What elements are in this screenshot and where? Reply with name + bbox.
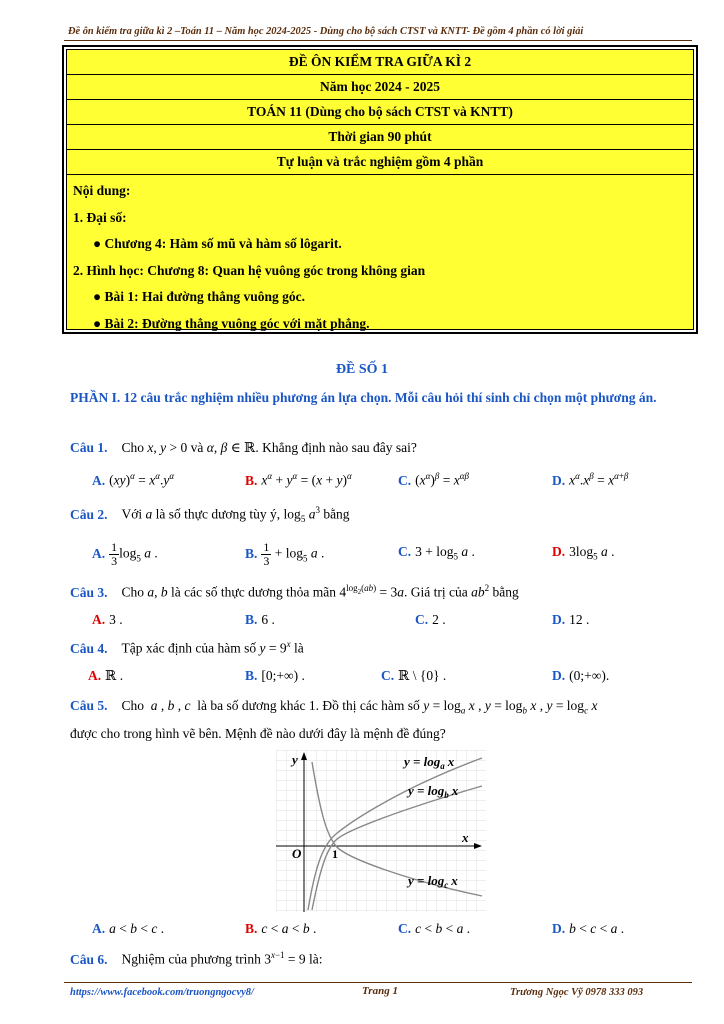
info-title: ĐỀ ÔN KIỂM TRA GIỮA KÌ 2: [67, 50, 693, 75]
question-label: Câu 2.: [70, 506, 108, 522]
footer-divider: [64, 982, 692, 983]
log-graph: [276, 750, 486, 912]
footer-link[interactable]: https://www.facebook.com/truongngocvy8/: [70, 987, 254, 998]
label-log-b: $y = \log_b x$: [408, 783, 459, 800]
question-label: Câu 6.: [70, 951, 108, 967]
q4-option-c[interactable]: C. ℝ \ {0} .: [381, 668, 447, 683]
footer-author: Trương Ngọc Vỹ 0978 333 093: [510, 987, 644, 998]
origin-label: O: [292, 846, 302, 861]
info-year: Năm học 2024 - 2025: [67, 75, 693, 100]
q4-option-a[interactable]: A. ℝ .: [88, 668, 124, 683]
q5-option-a[interactable]: A. a < b < c .: [92, 921, 165, 936]
content-algebra-item: ● Chương 4: Hàm số mũ và hàm số lôgarit.: [93, 236, 342, 252]
q3-option-c[interactable]: C. 2 .: [415, 612, 446, 627]
question-label: Câu 5.: [70, 698, 108, 713]
question-5-line-2: được cho trong hình vẽ bên. Mệnh đề nào dưới đây là mệnh đề đúng?: [70, 726, 446, 741]
q5-option-b[interactable]: B. c < a < b .: [245, 921, 317, 936]
question-6: Câu 6. Nghiệm của phương trình $3^{x-1} = 9$ là:: [70, 950, 323, 967]
info-box: [62, 45, 698, 334]
q5-option-c[interactable]: C. c < b < a .: [398, 921, 471, 936]
q4-option-d[interactable]: D. (0;+∞).: [552, 668, 610, 683]
q3-option-a[interactable]: A. 3 .: [92, 612, 123, 627]
question-label: Câu 4.: [70, 640, 108, 656]
question-1: Câu 1. Cho x, y > 0 và α, β ∈ ℝ. Khẳng định nào sau đây sai?: [70, 440, 417, 455]
q1-option-c[interactable]: C. $(x^\alpha)^\beta = x^{\alpha\beta}$: [398, 471, 469, 488]
q2-option-a[interactable]: A. $\frac{1}{3}$ $\log_5 a$ .: [92, 540, 158, 568]
page-number: Trang 1: [362, 985, 398, 997]
q1-option-a[interactable]: A. $(xy)^\alpha = x^\alpha.y^\alpha$: [92, 471, 175, 488]
q1-option-d[interactable]: D. $x^\alpha.x^\beta = x^{\alpha+\beta}$: [552, 471, 629, 488]
content-geometry-item-1: ● Bài 1: Hai đường thẳng vuông góc.: [93, 289, 306, 305]
q2-option-d[interactable]: D. $3\log_5$ a .: [552, 544, 615, 562]
label-log-a: $y = \log_a x$: [404, 754, 455, 771]
content-geometry-item-2: ● Bài 2: Đường thẳng vuông góc với mặt phẳng.: [93, 315, 370, 331]
part-title: PHẦN I. 12 câu trắc nghiệm nhiều phương án lựa chọn. Mỗi câu hỏi thí sinh chỉ chọn một phương án.: [70, 390, 657, 405]
content-algebra: 1. Đại số:: [73, 209, 127, 225]
q1-option-b[interactable]: B. $x^\alpha + y^\alpha = (x + y)^\alpha$: [245, 471, 352, 488]
exam-title: ĐỀ SỐ 1: [335, 362, 389, 377]
q2-option-c[interactable]: C. $3 + \log_5 a$ .: [398, 544, 475, 562]
q3-option-d[interactable]: D. 12 .: [552, 612, 590, 627]
info-content: [67, 175, 693, 340]
question-2: Câu 2. Với a là số thực dương tùy ý, $\log_5 a^3$ bằng: [70, 505, 350, 525]
info-duration: Thời gian 90 phút: [67, 125, 693, 150]
question-3: Câu 3. Cho a, b là các số thực dương thỏa mãn $4^{log_2(ab)} = 3a$. Giá trị của $ab^2$ bằng: [70, 583, 519, 600]
q3-option-b[interactable]: B. 6 .: [245, 612, 275, 627]
one-label: 1: [332, 847, 338, 861]
axis-y-label: y: [292, 752, 298, 767]
page-header: Đề ôn kiểm tra giữa kì 2 –Toán 11 – Năm học 2024-2025 - Dùng cho bộ sách CTST và KNTT- Đề gồm 4 phần có lời giải: [68, 26, 584, 37]
axis-x-label: x: [462, 830, 469, 845]
content-geometry: 2. Hình học: Chương 8: Quan hệ vuông góc trong không gian: [73, 262, 426, 278]
label-log-c: $y = \log_c x$: [408, 873, 458, 890]
q4-option-b[interactable]: B. [0;+∞) .: [245, 668, 305, 683]
question-4: Câu 4. Tập xác định của hàm số $y = 9^x$ là: [70, 639, 304, 656]
question-5: Câu 5. Cho a , b , c là ba số dương khác 1. Đồ thị các hàm số $y = \log_a x$ , $y = \log_b x$ , $y = \log_c x$: [70, 698, 598, 716]
header-divider: [64, 40, 692, 41]
q2-option-b[interactable]: B. $\frac{1}{3}$ + $\log_5 a$ .: [245, 540, 325, 568]
question-label: Câu 3.: [70, 584, 108, 600]
question-label: Câu 1.: [70, 440, 108, 455]
info-format: Tự luận và trắc nghiệm gồm 4 phần: [67, 150, 693, 175]
content-title: Nội dung:: [73, 183, 131, 199]
q5-option-d[interactable]: D. b < c < a .: [552, 921, 625, 936]
info-subject: TOÁN 11 (Dùng cho bộ sách CTST và KNTT): [67, 100, 693, 125]
